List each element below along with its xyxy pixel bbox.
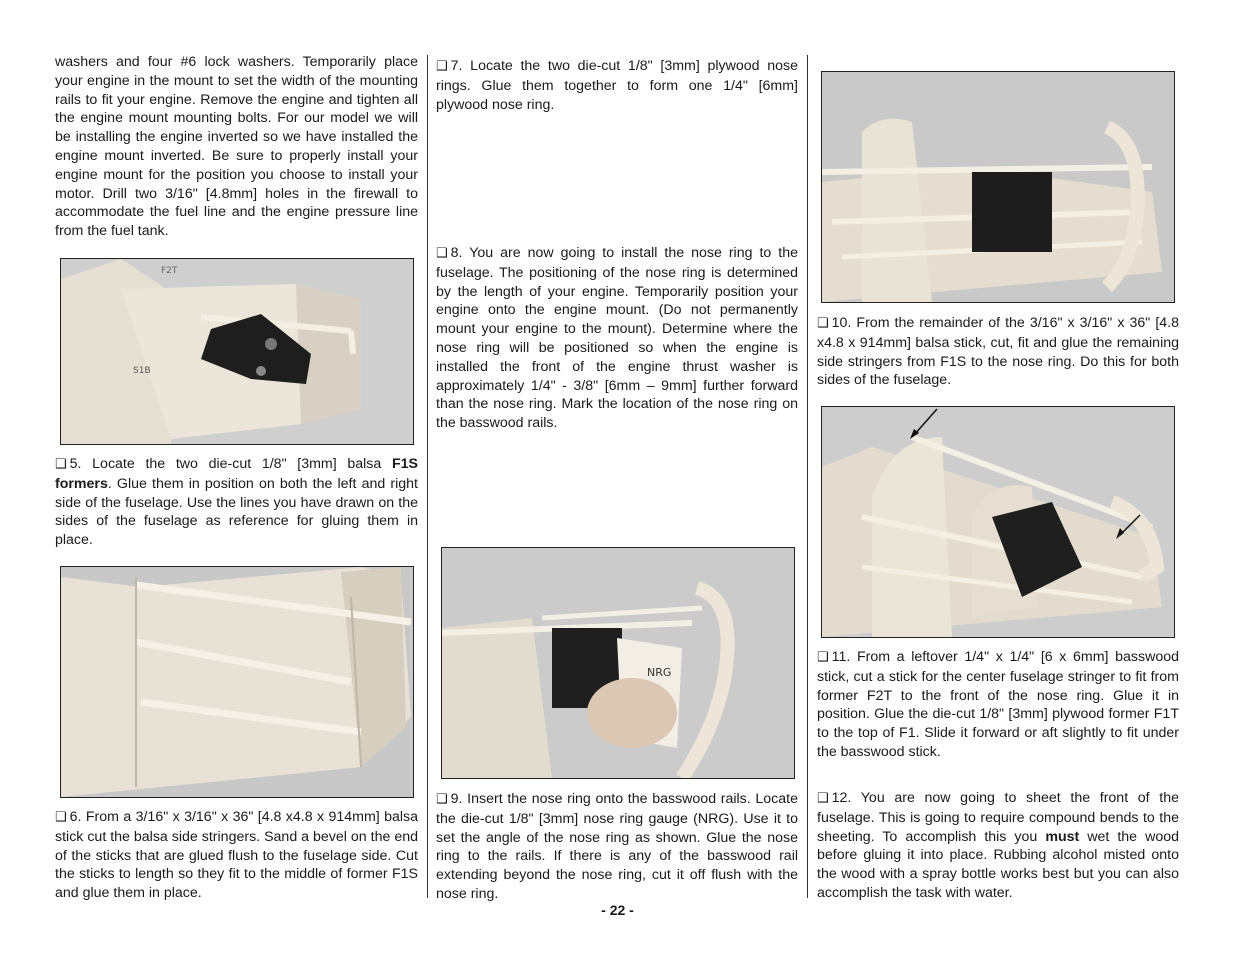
checkbox-icon[interactable]: ❑ (55, 810, 67, 825)
former-label: S1B (133, 366, 151, 376)
page-number: - 22 - (601, 902, 634, 918)
column-divider-2 (807, 55, 808, 898)
checkbox-icon[interactable]: ❑ (436, 792, 448, 807)
step-11: ❑ 11. From a leftover 1/4" x 1/4" [6 x 6mm] basswood stick, cut a stick for the center fuselage stringer to fit from former F2T to the front of the nose ring. Glue it in position. Glue the die-cut 1/8" [3mm] plywood former F1T to the top of F1. Slide it forward or aft slightly to fit under the basswood stick. (817, 649, 1179, 760)
step-7: ❑ 7. Locate the two die-cut 1/8" [3mm] plywood nose rings. Glue them together to form one 1/4" [6mm] plywood nose ring. (436, 58, 798, 113)
step-8: ❑ 8. You are now going to install the nose ring to the fuselage. The positioning of the nose ring is determined by the length of your engine. Temporarily position your engine onto the engine mount. (Do not permanently mount your engine to the mount). Determine where the nose ring will be positioned so when the engine is installed the front of the engine thrust washer is approximately 1/4" - 3/8" [6mm – 9mm] further forward than the nose ring. Mark the location of the nose ring on the basswood rails. (436, 245, 798, 432)
step-9: ❑ 9. Insert the nose ring onto the basswood rails. Locate the die-cut 1/8" [3mm] nose ring gauge (NRG). Use it to set the angle of the nose ring as shown. Glue the nose ring to the rails. If there is any of the basswood rail extending beyond the nose ring, cut it off flush with the nose ring. (436, 791, 798, 902)
checkbox-icon[interactable]: ❑ (817, 316, 829, 331)
step-12: ❑ 12. You are now going to sheet the front of the fuselage. This is going to require compound bends to the sheeting. To accomplish this you must wet the wood before gluing it into place. Rubbing alcohol misted onto the wood with a spray bottle works best but you can also accomplish the task with water. (817, 790, 1180, 901)
step-5: ❑ 5. Locate the two die-cut 1/8" [3mm] balsa F1S formers. Glue them in position on both the left and right side of the fuselage. Use the lines you have drawn on the sides of the fuselage as reference for gluing them in place. (55, 456, 418, 549)
photo-center-stringer (821, 406, 1175, 638)
column-divider-1 (427, 55, 428, 898)
step-6: ❑ 6. From a 3/16" x 3/16" x 36" [4.8 x4.8 x 914mm] balsa stick cut the balsa side stringers. Sand a bevel on the end of the sticks that are glued flush to the fuselage side. Cut the sticks to length so they fit to the middle of former F1S and glue them in place. (55, 809, 418, 902)
step-10: ❑ 10. From the remainder of the 3/16" x 3/16" x 36" [4.8 x4.8 x 914mm] balsa stick, cut, fit and glue the remaining side stringers from F1S to the nose ring. Do this for both sides of the fuselage. (817, 315, 1179, 389)
intro-paragraph: washers and four #6 lock washers. Temporarily place your engine in the mount to set the width of the mounting rails to fit your engine. Remove the engine and tighten all the engine mount mounting bolts. For our model we will be installing the engine inverted so we have installed the engine mount inverted. Be sure to properly install your engine mount for the position you choose to install your motor. Drill two 3/16" [4.8mm] holes in the firewall to accommodate the fuel line and the engine pressure line from the fuel tank. (55, 54, 418, 240)
gauge-label: NRG (647, 666, 672, 679)
checkbox-icon[interactable]: ❑ (817, 791, 829, 806)
checkbox-icon[interactable]: ❑ (436, 246, 448, 261)
photo-side-stringers (60, 566, 414, 798)
checkbox-icon[interactable]: ❑ (436, 59, 448, 74)
former-label-top: F2T (161, 266, 178, 276)
photo-engine-mount (60, 258, 414, 445)
checkbox-icon[interactable]: ❑ (55, 457, 67, 472)
checkbox-icon[interactable]: ❑ (817, 650, 829, 665)
photo-nose-ring-gauge (441, 547, 795, 779)
photo-nose-ring-installed (821, 71, 1175, 303)
